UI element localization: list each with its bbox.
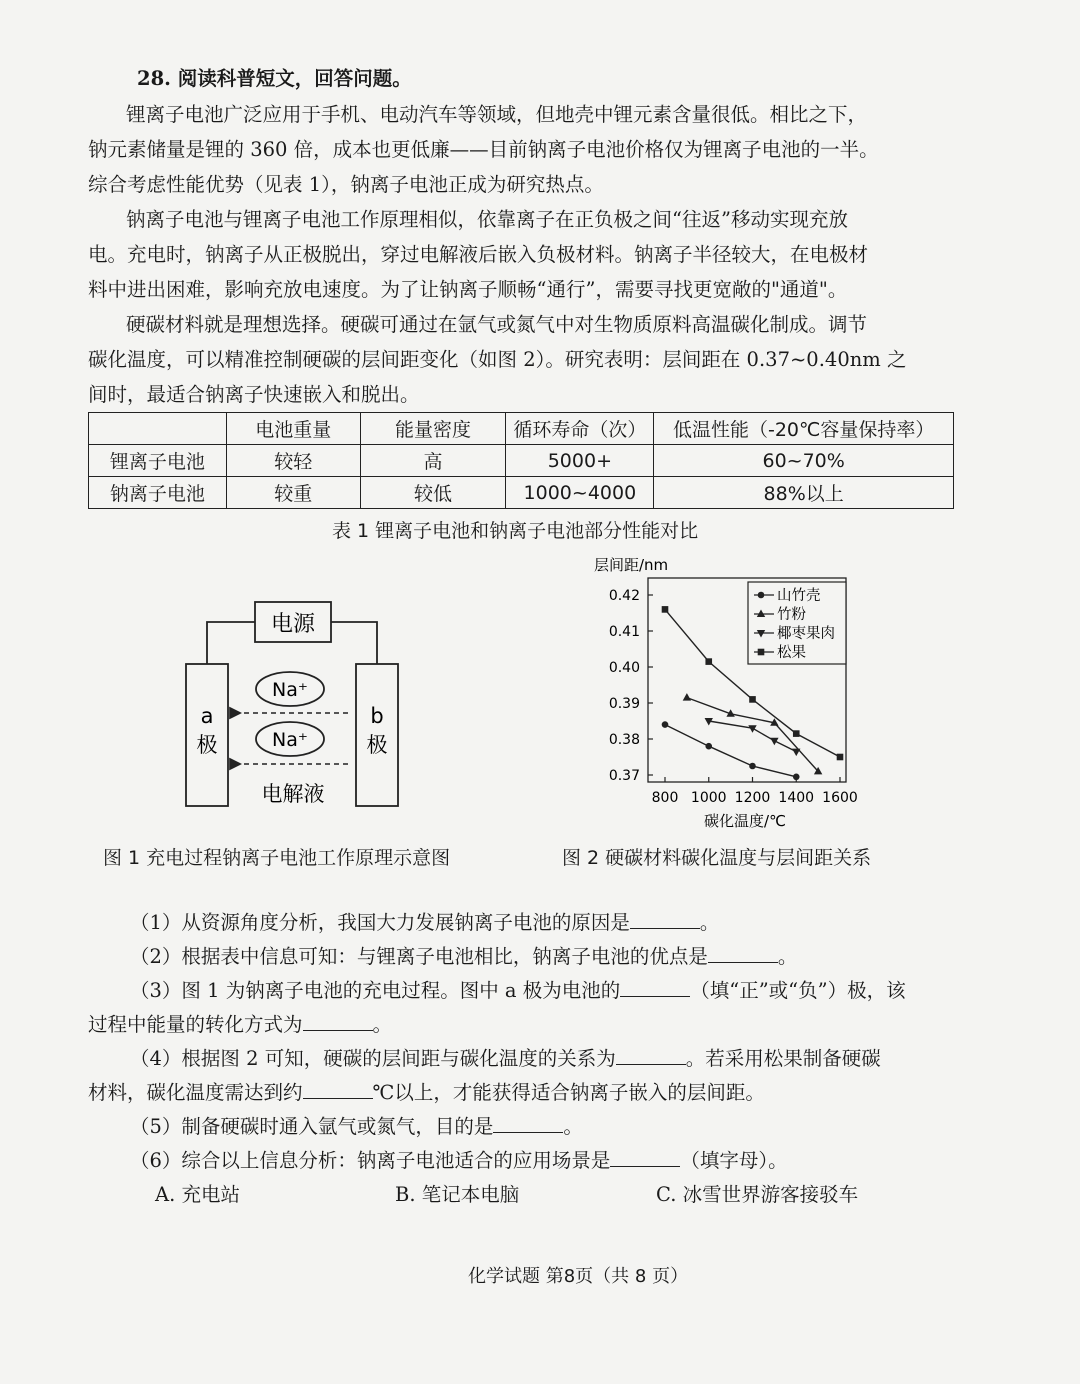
x-tick-label: 1200 <box>734 790 771 806</box>
page-footer: 化学试题 第8页（共 8 页） <box>468 1266 689 1287</box>
data-point <box>683 693 691 701</box>
data-point <box>662 606 669 613</box>
electrode-a-label: a <box>200 704 214 728</box>
subquestion-end: 。 <box>563 1115 583 1138</box>
power-label: 电源 <box>270 612 316 637</box>
table-cell: 较轻 <box>226 445 360 477</box>
electrode-a-label: 极 <box>196 733 218 757</box>
electrode-b-label: b <box>370 704 384 728</box>
data-point <box>662 721 669 728</box>
subquestion-end: 。 <box>699 911 720 934</box>
subquestion-mid: （填“正”或“负”）极，该 <box>690 979 906 1002</box>
table-header-cell: 循环寿命（次） <box>506 413 654 445</box>
subquestion-text: 材料，碳化温度需达到约 <box>88 1081 303 1104</box>
answer-blank[interactable] <box>493 1112 563 1133</box>
data-point <box>792 749 800 757</box>
legend-label: 松果 <box>777 645 806 661</box>
x-axis-label: 碳化温度/℃ <box>704 812 786 830</box>
data-point <box>748 725 756 733</box>
y-tick-label: 0.39 <box>608 696 640 712</box>
ion-label: Na⁺ <box>272 679 308 701</box>
data-point <box>758 649 765 656</box>
table-cell: 1000~4000 <box>506 477 654 509</box>
passage-line: 碳化温度，可以精准控制硬碳的层间距变化（如图 2）。研究表明：层间距在 0.37~0.40nm 之 <box>88 348 907 371</box>
table-header-cell: 低温性能（-20℃容量保持率） <box>654 413 954 445</box>
subquestion-text: 过程中能量的转化方式为 <box>88 1013 303 1036</box>
question-title: 28. 阅读科普短文，回答问题。 <box>137 67 412 90</box>
data-point <box>837 754 844 761</box>
answer-blank[interactable] <box>630 908 700 929</box>
data-point <box>793 774 800 781</box>
subquestion-mid: （填字母）。 <box>680 1149 788 1172</box>
y-tick-label: 0.40 <box>608 660 640 676</box>
answer-blank[interactable] <box>303 1010 373 1031</box>
table-header-cell: 电池重量 <box>226 413 360 445</box>
table-cell: 较低 <box>360 477 506 509</box>
table-header-cell <box>89 413 227 445</box>
performance-table <box>88 412 954 509</box>
subquestion-text: （3）图 1 为钠离子电池的充电过程。图中 a 极为电池的 <box>130 979 621 1002</box>
y-tick-label: 0.42 <box>608 588 640 604</box>
subquestion-3-cont <box>88 1008 392 1042</box>
passage-line: 综合考虑性能优势（见表 1），钠离子电池正成为研究热点。 <box>88 173 604 196</box>
legend-label: 山竹壳 <box>777 588 821 604</box>
wire <box>207 622 255 664</box>
subquestion-mid: ℃以上，才能获得适合钠离子嵌入的层间距。 <box>372 1081 765 1104</box>
legend-label: 竹粉 <box>777 607 806 623</box>
subquestion-end: 。 <box>372 1013 393 1036</box>
y-tick-label: 0.37 <box>608 768 640 784</box>
subquestion-end: 。 <box>777 945 798 968</box>
subquestion-4 <box>130 1042 881 1076</box>
passage-line: 钠离子电池与锂离子电池工作原理相似，依靠离子在正负极之间“往返”移动实现充放 <box>126 208 848 231</box>
series-line <box>665 725 796 777</box>
ion-label: Na⁺ <box>272 729 308 751</box>
y-tick-label: 0.38 <box>608 732 640 748</box>
subquestion-text: （1）从资源角度分析，我国大力发展钠离子电池的原因是 <box>130 911 630 934</box>
figure2-caption: 图 2 硬碳材料碳化温度与层间距关系 <box>562 847 872 869</box>
passage-line: 钠元素储量是锂的 360 倍，成本也更低廉——目前钠离子电池价格仅为锂离子电池的一半。 <box>88 138 879 161</box>
subquestion-text: （4）根据图 2 可知，硬碳的层间距与碳化温度的关系为 <box>130 1047 616 1070</box>
answer-blank[interactable] <box>616 1044 686 1065</box>
x-tick-label: 1000 <box>690 790 727 806</box>
wire <box>331 622 377 664</box>
subquestion-2 <box>130 940 797 974</box>
y-axis-label: 层间距/nm <box>594 556 669 574</box>
answer-blank[interactable] <box>303 1078 373 1099</box>
table-row <box>89 445 954 477</box>
electrolyte-label: 电解液 <box>261 782 325 806</box>
subquestion-mid: 。若采用松果制备硬碳 <box>685 1047 881 1070</box>
table-caption: 表 1 锂离子电池和钠离子电池部分性能对比 <box>332 520 699 542</box>
electrode-b-label: 极 <box>366 733 388 757</box>
subquestion-1 <box>130 906 719 940</box>
passage-line: 硬碳材料就是理想选择。硬碳可通过在氩气或氮气中对生物质原料高温碳化制成。调节 <box>126 313 868 336</box>
y-tick-label: 0.41 <box>608 624 640 640</box>
subquestion-3 <box>130 974 906 1008</box>
data-point <box>793 730 800 737</box>
data-point <box>749 696 756 703</box>
table-header-row <box>89 413 954 445</box>
table-cell: 60~70% <box>654 445 954 477</box>
table-header-cell: 能量密度 <box>360 413 506 445</box>
passage-line: 电。充电时，钠离子从正极脱出，穿过电解液后嵌入负极材料。钠离子半径较大，在电极材 <box>88 243 869 266</box>
option-c: C. 冰雪世界游客接驳车 <box>656 1183 859 1206</box>
table-cell: 5000+ <box>506 445 654 477</box>
table-row <box>89 477 954 509</box>
legend-label: 椰枣果肉 <box>777 626 835 642</box>
answer-blank[interactable] <box>620 976 690 997</box>
x-tick-label: 1600 <box>822 790 858 806</box>
passage-line: 料中进出困难，影响充放电速度。为了让钠离子顺畅“通行”，需要寻找更宽敞的"通道"。 <box>88 278 848 301</box>
passage-line: 间时，最适合钠离子快速嵌入和脱出。 <box>88 383 420 406</box>
figure2-chart <box>570 550 870 835</box>
table-cell: 较重 <box>226 477 360 509</box>
x-tick-label: 1400 <box>778 790 815 806</box>
table-cell: 锂离子电池 <box>89 445 227 477</box>
x-tick-label: 800 <box>651 790 679 806</box>
table-cell: 钠离子电池 <box>89 477 227 509</box>
subquestion-text: （2）根据表中信息可知：与锂离子电池相比，钠离子电池的优点是 <box>130 945 708 968</box>
option-b: B. 笔记本电脑 <box>395 1183 520 1206</box>
table-cell: 高 <box>360 445 506 477</box>
answer-blank[interactable] <box>610 1146 680 1167</box>
option-a: A. 充电站 <box>155 1183 240 1206</box>
passage-line: 锂离子电池广泛应用于手机、电动汽车等领域，但地壳中锂元素含量很低。相比之下， <box>126 103 868 126</box>
subquestion-5 <box>130 1110 583 1144</box>
subquestion-text: （6）综合以上信息分析：钠离子电池适合的应用场景是 <box>130 1149 611 1172</box>
data-point <box>705 658 712 665</box>
figure1-diagram <box>180 596 410 816</box>
data-point <box>758 592 765 599</box>
table-cell: 88%以上 <box>654 477 954 509</box>
subquestion-6 <box>130 1144 788 1178</box>
subquestion-text: （5）制备硬碳时通入氩气或氮气，目的是 <box>130 1115 494 1138</box>
subquestion-4-cont <box>88 1076 765 1110</box>
data-point <box>749 763 756 770</box>
answer-blank[interactable] <box>708 942 778 963</box>
figure1-caption: 图 1 充电过程钠离子电池工作原理示意图 <box>103 847 451 869</box>
data-point <box>705 743 712 750</box>
